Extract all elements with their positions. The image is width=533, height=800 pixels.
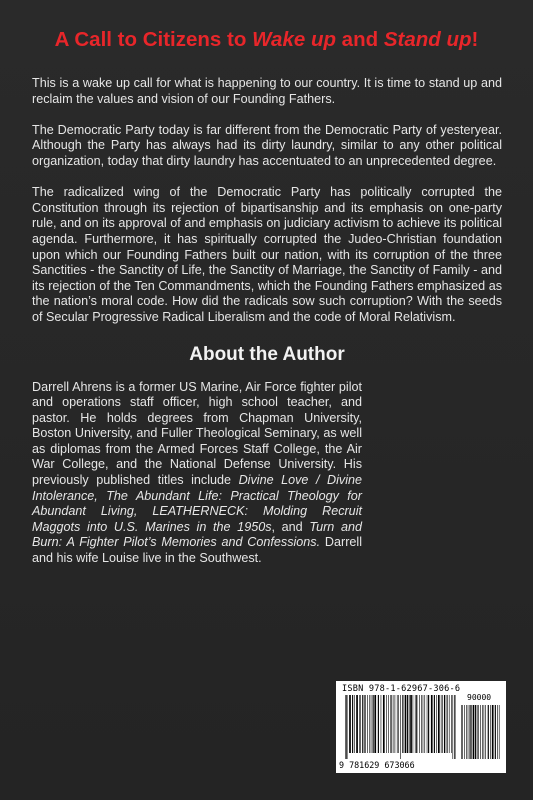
barcode-bar	[371, 695, 372, 753]
barcode-bar	[373, 695, 374, 753]
barcode-bar	[374, 695, 376, 753]
barcode-bar	[410, 695, 412, 753]
barcode-bar	[454, 695, 455, 759]
barcode-bar	[473, 705, 475, 759]
barcode-bar	[442, 695, 443, 753]
headline-and: and	[335, 28, 384, 51]
barcode-bar	[388, 695, 389, 753]
barcode-bar	[367, 695, 368, 753]
barcode-bar	[451, 695, 452, 753]
barcode-bar	[485, 705, 486, 759]
headline-stand-up: Stand up	[383, 28, 472, 51]
bio-title-last: Turn and Burn: A Fighter Pilot’s Memories and Confessions.	[32, 519, 362, 550]
barcode-bar	[427, 695, 428, 753]
barcode-bar	[364, 695, 365, 753]
barcode-bar	[383, 695, 385, 753]
bio-titles: Divine Love / Divine Intolerance, The Abundant Life: Practical Theology for Abundant Living, LEATHERNECK: Molding Recruit Maggots into U.S. Marines in the 1950s	[32, 473, 362, 534]
barcode-bar	[495, 705, 496, 759]
barcode-bar	[492, 705, 494, 759]
barcode-bar	[477, 705, 478, 759]
barcode-bar	[482, 705, 483, 759]
barcode-bar	[346, 695, 347, 759]
bio-text: Darrell Ahrens is a former US Marine, Air Force fighter pilot and operations staff officer, high school teacher, and pastor. He holds degrees from Chapman University, Boston University, and Fuller Theological Seminary, as well as diplomas from the Armed Forces Staff College, the Air War College, and the National Defense University. His previously published titles include	[32, 379, 362, 488]
barcode-bar	[497, 705, 498, 759]
barcode-bar	[362, 695, 363, 753]
barcode-bar	[393, 695, 394, 753]
isbn-barcode	[336, 681, 506, 773]
barcode-bar	[464, 705, 465, 759]
author-bio	[32, 380, 362, 567]
barcode-bar	[431, 695, 433, 753]
barcode-bar	[470, 705, 471, 759]
barcode-bar	[446, 695, 447, 753]
price-code: 90000	[467, 693, 492, 702]
blurb-paragraph: The Democratic Party today is far different from the Democratic Party of yesteryear. Although the Party has always had its dirty laundry, similar to any other political organization, today that dirty laundry has accentuated to an unprecedented degree.	[32, 122, 502, 168]
barcode-bar	[359, 695, 360, 753]
barcode-bar	[395, 695, 396, 753]
barcode-bar	[499, 705, 500, 759]
barcode-bar	[478, 705, 479, 759]
barcode-bar	[447, 695, 448, 753]
barcode-bar	[390, 695, 391, 753]
barcode-bar	[438, 695, 440, 753]
barcode-bar	[415, 695, 416, 753]
barcode-bar	[407, 695, 408, 753]
barcode-bar	[488, 705, 489, 759]
blurb	[32, 76, 502, 567]
barcode-digits: 9 781629 673066	[339, 760, 415, 770]
barcode-bar	[468, 705, 469, 759]
headline-text: A Call to Citizens to	[54, 28, 253, 51]
barcode-bar	[480, 705, 481, 759]
barcode-bar	[471, 705, 472, 759]
blurb-paragraph: This is a wake up call for what is happening to our country. It is time to stand up and reclaim the values and vision of our Founding Fathers.	[32, 76, 502, 106]
barcode-bar	[397, 695, 398, 753]
isbn-label: ISBN 978-1-62967-306-6	[342, 684, 461, 694]
barcode-bar	[424, 695, 425, 753]
barcode-bar	[453, 695, 454, 759]
about-author-title: About the Author	[189, 343, 345, 365]
barcode-bar	[436, 695, 437, 753]
barcode-bar	[475, 705, 476, 759]
barcode-bar	[378, 695, 379, 753]
addon-barcode-bars	[460, 695, 500, 759]
barcode-bar	[352, 695, 353, 753]
barcode-bar	[369, 695, 370, 753]
barcode-bar	[356, 695, 358, 753]
barcode-bar	[462, 705, 463, 759]
barcode-bar	[402, 695, 403, 753]
barcode-bar	[354, 695, 355, 753]
bio-text: Darrell and his wife Louise live in the Southwest.	[32, 535, 362, 566]
barcode-bar	[400, 695, 401, 759]
barcode-bar	[484, 705, 485, 759]
barcode-bar	[449, 695, 450, 753]
barcode-bar	[386, 695, 387, 753]
barcode-bar	[365, 695, 366, 753]
barcode-bar	[409, 695, 410, 753]
barcode-bar	[419, 695, 420, 753]
blurb-paragraph: The radicalized wing of the Democratic Party has politically corrupted the Constitution through its rejection of bipartisanship and its emphasis on one-party rule, and on its approval of and emphasis on judiciary activism to achieve its political agenda. Furthermore, it has spiritually corrupted the Judeo-Christian foundation upon which our Founding Fathers built our nation, with its corruption of the three Sanctities - the Sanctity of Life, the Sanctity of Marriage, the Sanctity of Family - and its rejection of the Ten Commandments, which the Founding Fathers emphasized as the nation’s moral code. How did the radicals sow such corruption? With the seeds of Secular Progressive Radical Liberalism and the code of Moral Relativism.	[32, 185, 502, 324]
barcode-bar	[398, 695, 399, 753]
barcode-bar	[381, 695, 382, 753]
barcode-bar	[444, 695, 445, 753]
barcode-bar	[345, 695, 346, 759]
barcode-bar	[428, 695, 429, 753]
barcode-bar	[405, 695, 407, 753]
barcode-bar	[413, 695, 414, 753]
headline-wake-up: Wake up	[252, 28, 336, 51]
bio-text: , and	[271, 519, 310, 534]
barcode-bar	[466, 705, 467, 759]
barcode-bar	[416, 695, 417, 753]
barcode-bar	[490, 705, 491, 759]
barcode-bar	[461, 705, 462, 759]
barcode-bar	[349, 695, 351, 753]
barcode-bar	[423, 695, 424, 753]
headline-exclaim: !	[471, 28, 479, 51]
barcode-bar	[434, 695, 435, 753]
barcode-bars	[344, 695, 456, 759]
barcode-bar	[421, 695, 422, 753]
barcode-bar	[360, 695, 361, 753]
barcode-bar	[441, 695, 442, 753]
headline	[0, 28, 533, 52]
